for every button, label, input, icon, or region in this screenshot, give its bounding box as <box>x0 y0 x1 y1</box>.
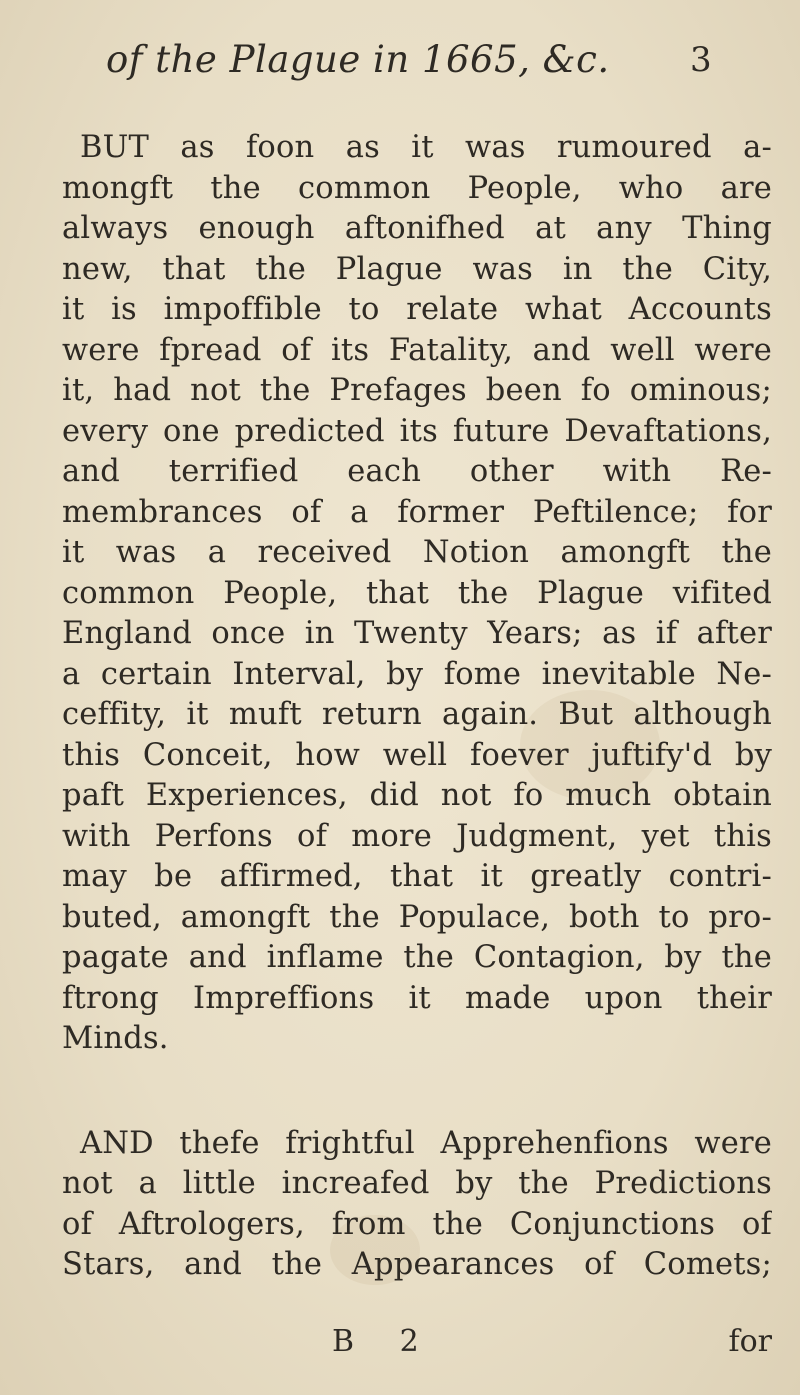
text-line: paft Experiences, did not fo much obtain <box>62 778 772 813</box>
text-line: not a little increafed by the Predictions <box>62 1166 772 1201</box>
text-line: of Aftrologers, from the Conjunctions of <box>62 1206 772 1242</box>
page-footer <box>62 1324 772 1366</box>
text-line: England once in Twenty Years; as if after <box>62 616 772 651</box>
text-line: always enough aftonifhed at any Thing <box>62 211 772 246</box>
paragraph-2 <box>62 1124 772 1286</box>
text-line: and terrified each other with Re- <box>62 454 772 489</box>
text-line: AND thefe frightful Apprehenfions were <box>80 1125 772 1161</box>
text-line: it is impoffible to relate what Accounts <box>62 292 772 327</box>
text-line: it, had not the Prefages been fo ominous; <box>62 373 772 408</box>
paragraph-1 <box>62 128 772 1060</box>
text-line: buted, amongft the Populace, both to pro- <box>62 899 772 935</box>
text-line: a certain Interval, by fome inevitable Ne- <box>62 656 772 692</box>
text-line: this Conceit, how well foever juftify'd by <box>62 737 772 773</box>
text-line: mongft the common People, who are <box>62 170 772 206</box>
text-line: new, that the Plague was in the City, <box>62 251 772 287</box>
catchword: for <box>728 1324 772 1359</box>
text-line: with Perfons of more Judgment, yet this <box>62 818 772 854</box>
text-line: ceffity, it muft return again. But although <box>62 697 772 732</box>
running-head: of the Plague in 1665, &c. <box>106 38 610 81</box>
text-line: it was a received Notion amongft the <box>62 535 772 570</box>
signature-mark: B 2 <box>332 1324 437 1359</box>
page-body <box>62 128 772 1286</box>
page-header <box>0 38 800 98</box>
text-line: BUT as foon as it was rumoured a- <box>80 130 772 165</box>
page-number: 3 <box>690 40 712 80</box>
text-line: Minds. <box>62 1021 169 1056</box>
text-line: common People, that the Plague vifited <box>62 575 772 611</box>
text-line: membrances of a former Peftilence; for <box>62 494 772 530</box>
text-line: may be affirmed, that it greatly contri- <box>62 859 772 894</box>
text-line: ftrong Impreffions it made upon their <box>62 980 772 1016</box>
text-line: Stars, and the Appearances of Comets; <box>62 1247 772 1282</box>
text-line: pagate and inflame the Contagion, by the <box>62 940 772 975</box>
text-line: every one predicted its future Devaftations, <box>62 413 772 449</box>
text-line: were fpread of its Fatality, and well were <box>62 332 772 368</box>
